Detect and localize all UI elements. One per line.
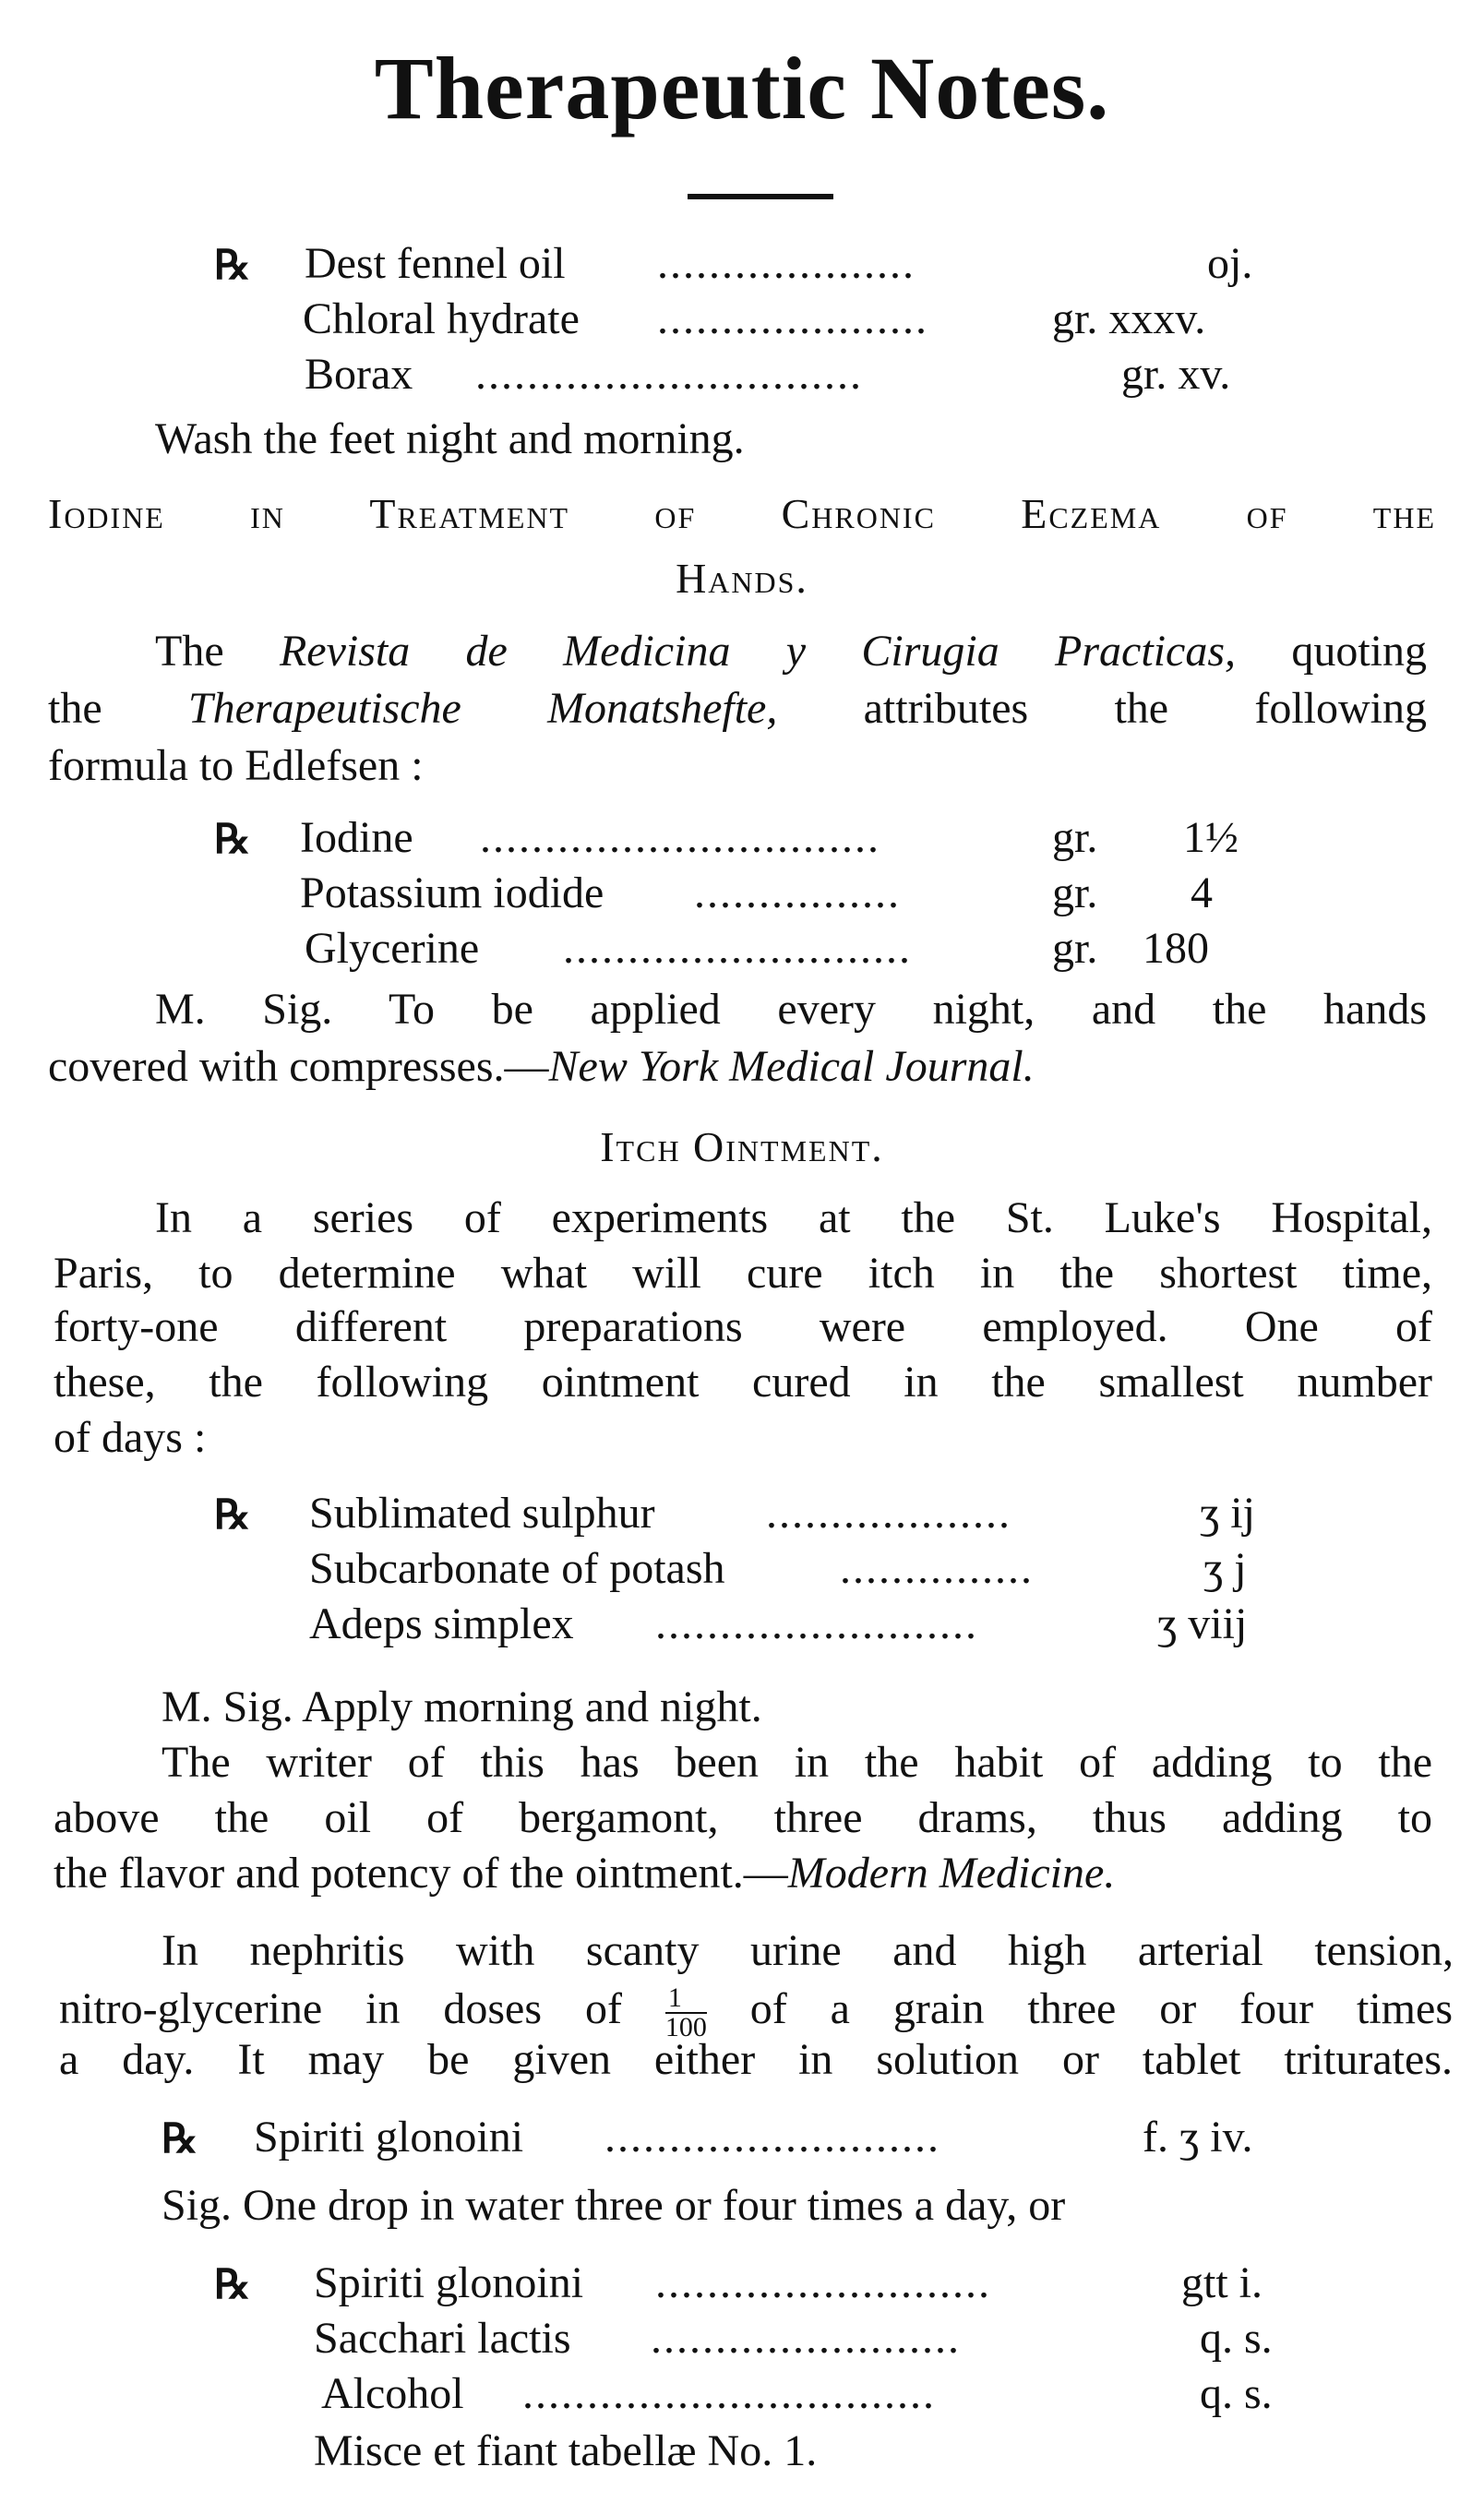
leader-dots: ...............	[840, 1544, 1034, 1593]
paragraph-line: of days :	[54, 1413, 207, 1462]
rx-item-qty: 180	[1143, 924, 1209, 973]
rx-item-name: Adeps simplex	[309, 1599, 574, 1648]
rx-item-name: Subcarbonate of potash	[309, 1544, 725, 1593]
leader-dots: ..........................	[604, 2113, 940, 2162]
rx-item-name: Spiriti glonoini	[314, 2258, 584, 2307]
paragraph-line: covered with compresses.—New York Medical Journal.	[48, 1042, 1035, 1091]
rx-symbol: ℞	[162, 2116, 198, 2162]
rx-item-name: Iodine	[300, 813, 413, 862]
fraction: $\frac{1}{100}$	[664, 1982, 707, 2042]
paragraph-line: The Revista de Medicina y Cirugia Practicas, quoting	[155, 627, 1428, 676]
leader-dots: ...................	[766, 1489, 1011, 1538]
rx-symbol: ℞	[214, 1492, 251, 1538]
paragraph-line: a day. It may be given either in solution or tablet triturates.	[59, 2035, 1453, 2084]
paragraph-line: nitro-glycerine in doses of $\frac{1}{100}$ of a grain three or four times	[59, 1982, 1453, 2042]
rx-item-unit: gr.	[1052, 868, 1098, 917]
paragraph-line: above the oil of bergamont, three drams, thus adding to	[54, 1793, 1432, 1842]
rx1-item-dose: gr. xv.	[1121, 350, 1231, 399]
rx-item-name: Sublimated sulphur	[309, 1489, 655, 1538]
leader-dots: ........................	[651, 2314, 961, 2363]
rx-item-qty: 1½	[1183, 813, 1239, 862]
rx-item-name: Alcohol	[321, 2369, 464, 2418]
rx-item-unit: gr.	[1052, 813, 1098, 862]
rx-item-dose: ʒ viij	[1157, 1599, 1248, 1648]
rx-item-dose: ʒ ij	[1200, 1489, 1255, 1538]
paragraph-line: The writer of this has been in the habit of adding to the	[162, 1738, 1432, 1787]
paragraph-line: formula to Edlefsen :	[48, 741, 424, 790]
rx1-item-dose: oj.	[1207, 239, 1253, 288]
leader-dots: ...........................	[563, 924, 912, 973]
rx-symbol: ℞	[214, 2262, 251, 2307]
paragraph-line: In nephritis with scanty urine and high arterial tension,	[162, 1926, 1454, 1975]
section-heading: Hands.	[676, 555, 808, 602]
paragraph-line: forty-one different preparations were employed. One of	[54, 1302, 1432, 1351]
leader-dots: ................................	[522, 2369, 936, 2418]
rx-item-name: Potassium iodide	[300, 868, 604, 917]
paragraph-line: In a series of experiments at the St. Luke's Hospital,	[155, 1193, 1432, 1242]
instruction-text: Wash the feet night and morning.	[155, 414, 745, 463]
leader-dots: .....................	[657, 294, 928, 343]
rx-item-dose: gtt i.	[1181, 2258, 1263, 2307]
leader-dots: ...............................	[480, 813, 880, 862]
leader-dots: ................	[694, 868, 901, 917]
leader-dots: .........................	[655, 1599, 978, 1648]
rx-symbol: ℞	[214, 817, 251, 862]
section-heading: Iodine in Treatment of Chronic Eczema of the	[48, 490, 1436, 537]
rx-item-unit: gr.	[1052, 924, 1098, 973]
rx-item-name: Sacchari lactis	[314, 2314, 571, 2363]
paragraph-line: the flavor and potency of the ointment.—Modern Medicine.	[54, 1849, 1116, 1898]
rx1-item-name: Dest fennel oil	[305, 239, 566, 288]
leader-dots: ....................	[657, 239, 916, 288]
rx-item-name: Spiriti glonoini	[254, 2113, 524, 2162]
page-title: Therapeutic Notes.	[374, 39, 1110, 138]
rx-item-name: Glycerine	[305, 924, 480, 973]
rx-symbol: ℞	[214, 243, 251, 288]
rx-item-dose: ʒ j	[1203, 1544, 1247, 1593]
paragraph-line: M. Sig. To be applied every night, and the hands	[155, 985, 1427, 1034]
title-rule	[688, 194, 833, 199]
leader-dots: ..............................	[475, 350, 863, 399]
sig-text: Sig. One drop in water three or four times a day, or	[162, 2181, 1066, 2230]
rx-item-dose: q. s.	[1200, 2314, 1273, 2363]
rx1-item-name: Chloral hydrate	[303, 294, 580, 343]
rx1-item-name: Borax	[305, 350, 413, 399]
paragraph-line: these, the following ointment cured in the smallest number	[54, 1358, 1432, 1407]
closing-text: Misce et fiant tabellæ No. 1.	[314, 2426, 818, 2475]
paragraph-line: Paris, to determine what will cure itch in the shortest time,	[54, 1249, 1432, 1298]
rx1-item-dose: gr. xxxv.	[1052, 294, 1206, 343]
leader-dots: ..........................	[655, 2258, 991, 2307]
section-heading: Itch Ointment.	[600, 1123, 884, 1170]
paragraph-line: the Therapeutische Monatshefte, attributes the following	[48, 684, 1427, 733]
sig-text: M. Sig. Apply morning and night.	[162, 1683, 762, 1731]
rx-item-qty: 4	[1191, 868, 1213, 917]
rx-item-dose: f. ʒ iv.	[1143, 2113, 1253, 2162]
rx-item-dose: q. s.	[1200, 2369, 1273, 2418]
